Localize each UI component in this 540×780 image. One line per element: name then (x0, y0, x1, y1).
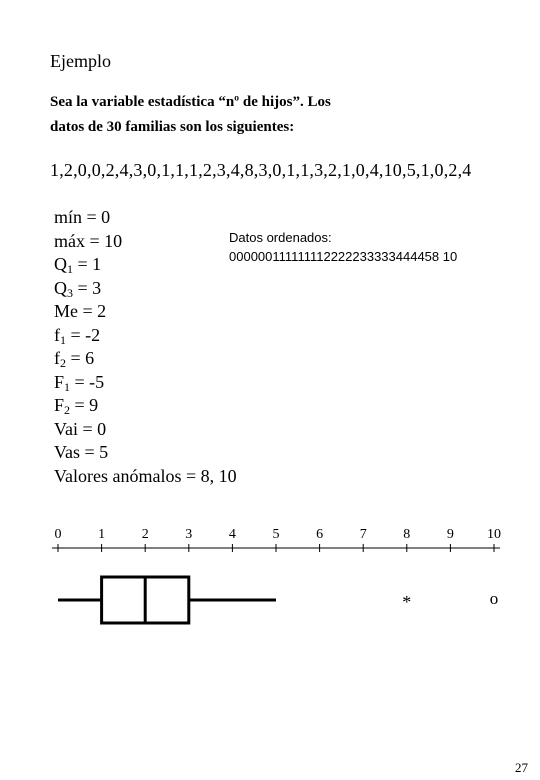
ordered-data-label: Datos ordenados: (229, 230, 332, 245)
axis-tick-label: 3 (185, 527, 193, 542)
page-title: Ejemplo (50, 51, 111, 71)
stat-text: f (54, 348, 60, 368)
intro-line-2: datos de 30 familias son los siguientes: (50, 119, 295, 135)
stat-value: = 1 (73, 254, 102, 274)
stat-text: mín = 0 (54, 207, 111, 227)
intro-line-1: Sea la variable estadística “nº de hijos”. Los (50, 94, 331, 110)
axis-tick-label: 9 (446, 527, 454, 542)
stat-value: = -2 (66, 324, 101, 345)
statistics-list (54, 206, 237, 488)
stat-row (54, 277, 237, 301)
axis-tick-label: 10 (487, 527, 501, 542)
stat-text: F (54, 395, 65, 415)
stat-text: F (54, 371, 65, 392)
stat-value: = -5 (70, 371, 105, 392)
raw-data-list: 1,2,0,0,2,4,3,0,1,1,1,2,3,4,8,3,0,1,1,3,2,1,0,4,10,5,1,0,2,4 (50, 160, 472, 180)
outlier-circle-marker: o (489, 589, 499, 608)
stat-value: = 3 (73, 277, 102, 298)
stat-row (54, 418, 237, 442)
axis-tick-label: 1 (98, 527, 106, 542)
stat-row (54, 441, 237, 465)
stat-text: f (54, 324, 60, 345)
stat-row (54, 371, 237, 395)
stat-subscript: 1 (64, 379, 71, 394)
stat-subscript: 1 (60, 332, 66, 347)
stat-text: Valores anómalos = 8, 10 (54, 465, 237, 486)
stat-text: Me = 2 (54, 301, 107, 321)
stat-row (54, 324, 237, 348)
stat-value: = 9 (70, 395, 99, 415)
stat-text: Q (54, 277, 67, 298)
stat-row (54, 347, 237, 371)
axis-tick-label: 2 (141, 527, 149, 542)
axis-tick-label: 0 (54, 527, 62, 542)
stat-subscript: 2 (60, 356, 66, 370)
stat-row (54, 465, 237, 489)
stat-row (54, 253, 237, 277)
stat-subscript: 2 (64, 403, 71, 417)
stat-text: Vai = 0 (54, 418, 107, 439)
ordered-data-values: 000000111111112222233333444458 10 (229, 249, 458, 264)
page-number: 27 (515, 760, 528, 775)
stat-text: Q (54, 254, 67, 274)
axis-tick-label: 5 (272, 527, 280, 542)
stat-subscript: 1 (67, 262, 73, 276)
stat-subscript: 3 (67, 285, 73, 300)
stat-row (54, 394, 237, 418)
stat-text: Vas = 5 (54, 442, 109, 462)
axis-tick-label: 8 (403, 527, 411, 542)
stat-row (54, 206, 237, 230)
outlier-asterisk-marker: * (402, 592, 412, 612)
stat-value: = 6 (66, 348, 95, 368)
axis-tick-label: 6 (316, 527, 324, 542)
stat-row (54, 300, 237, 324)
axis-tick-label: 7 (359, 527, 367, 542)
stat-row (54, 230, 237, 254)
axis-tick-label: 4 (228, 527, 236, 542)
stat-text: máx = 10 (54, 230, 123, 251)
box-plot (0, 520, 540, 630)
